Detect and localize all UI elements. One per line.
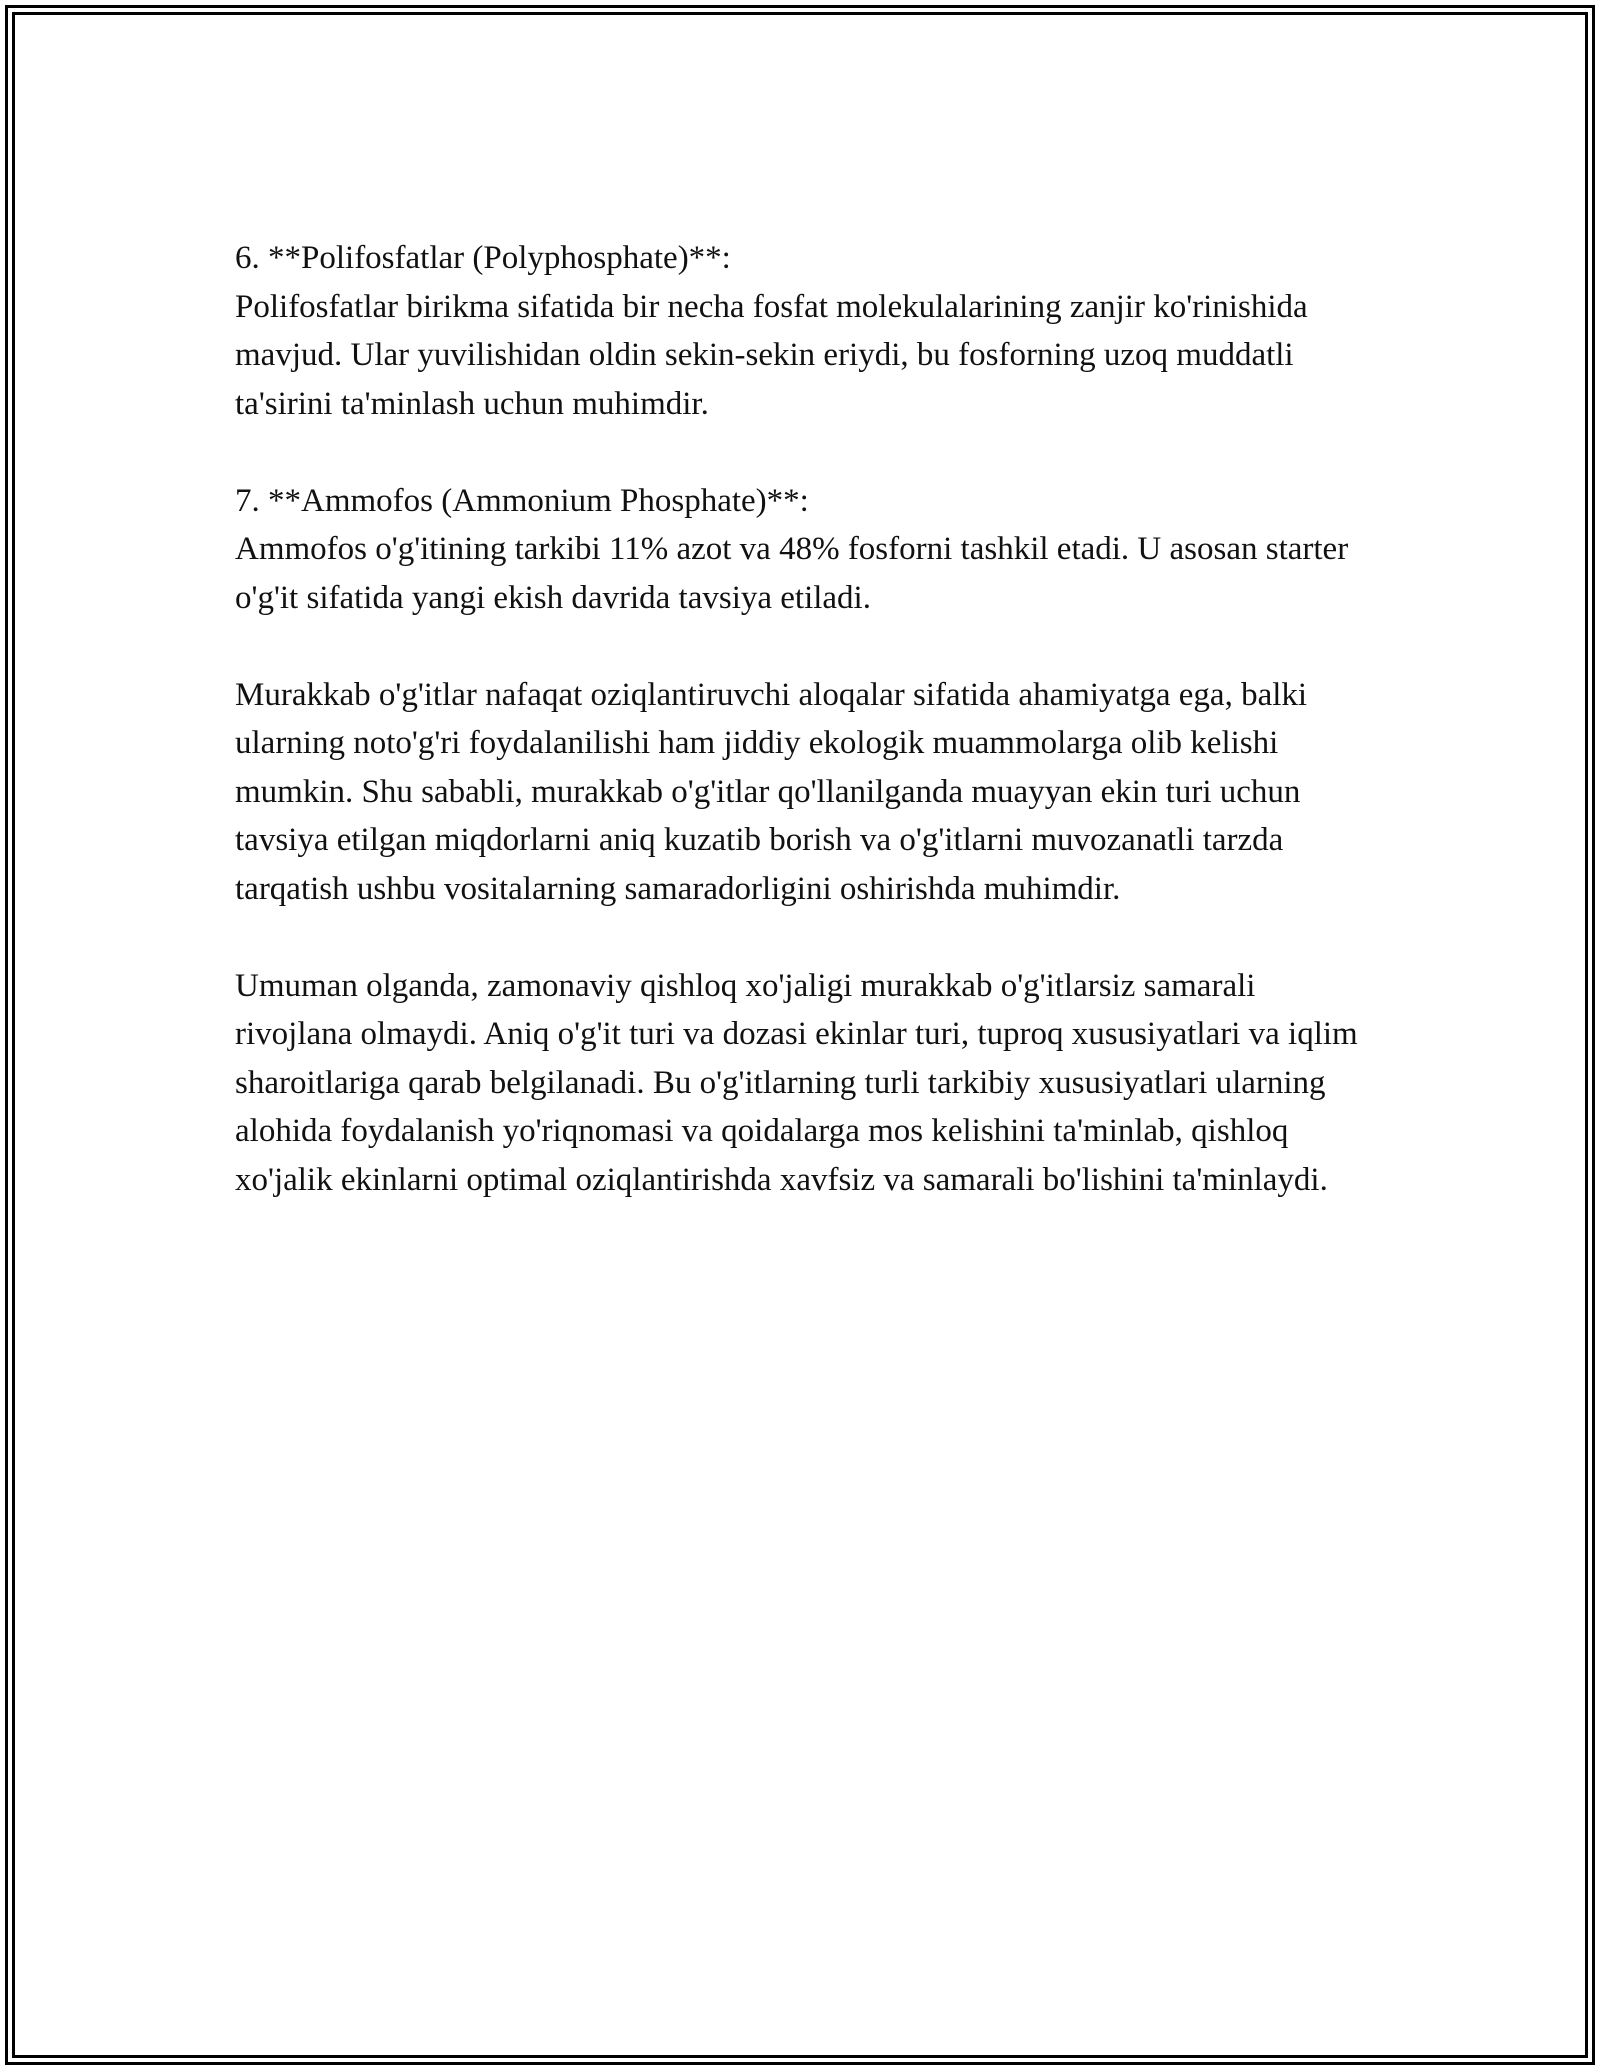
- document-body: [235, 234, 1375, 1253]
- paragraph-conclusion: Umuman olganda, zamonaviy qishloq xo'jaligi murakkab o'g'itlarsiz samarali rivojlana olmaydi. Aniq o'g'it turi va dozasi ekinlar turi, tuproq xususiyatlari va iqlim sharoitlariga qarab belgilanadi. Bu o'g'itlarning turli tarkibiy xususiyatlari ularning alohida foydalanish yo'riqnomasi va qoidalarga mos kelishini ta'minlab, qishloq xo'jalik ekinlarni optimal oziqlantirishda xavfsiz va samarali bo'lishini ta'minlaydi.: [235, 967, 1358, 1198]
- paragraph-compound-fertilizers: Murakkab o'g'itlar nafaqat oziqlantiruvchi aloqalar sifatida ahamiyatga ega, balki ularning noto'g'ri foydalanilishi ham jiddiy ekologik muammolarga olib kelishi mumkin. Shu sababli, murakkab o'g'itlar qo'llanilganda muayyan ekin turi uchun tavsiya etilgan miqdorlarni aniq kuzatib borish va o'g'itlarni muvozanatli tarzda tarqatish ushbu vositalarning samaradorligini oshirishda muhimdir.: [235, 676, 1308, 907]
- section-7-heading: 7. **Ammofos (Ammonium Phosphate)**:: [235, 482, 809, 519]
- section-7-body: Ammofos o'g'itining tarkibi 11% azot va 48% fosforni tashkil etadi. U asosan starter o'g'it sifatida yangi ekish davrida tavsiya etiladi.: [235, 531, 1349, 616]
- section-6-heading: 6. **Polifosfatlar (Polyphosphate)**:: [235, 240, 731, 276]
- section-6-body: Polifosfatlar birikma sifatida bir necha fosfat molekulalarining zanjir ko'rinishida mavjud. Ular yuvilishidan oldin sekin-sekin eriydi, bu fosforning uzoq muddatli ta'sirini ta'minlash uchun muhimdir.: [235, 288, 1308, 422]
